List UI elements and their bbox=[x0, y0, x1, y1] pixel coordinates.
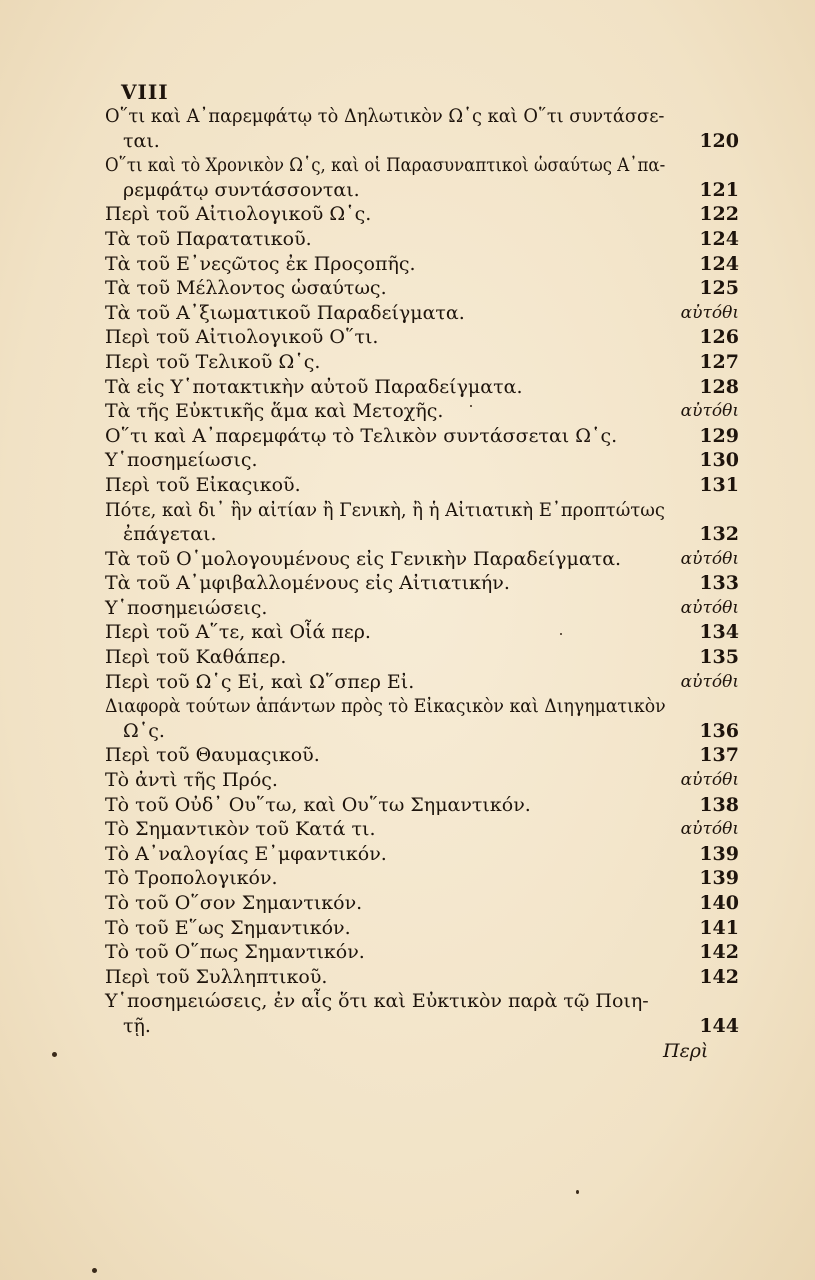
entry-title: Τὰ τοῦ Ο῾μολογουμένους εἰς Γενικὴν Παραδείγματα. bbox=[105, 547, 622, 570]
toc-line bbox=[105, 547, 743, 572]
page-number: 141 bbox=[699, 916, 739, 939]
toc-line bbox=[105, 325, 743, 350]
entry-title: Τὸ ἀντὶ τῆς Πρός. bbox=[105, 769, 278, 792]
entry-title: Ο῞τι καὶ τὸ Χρονικὸν Ω῾ς, καὶ οἱ Παρασυναπτικοὶ ὡσαύτως Α᾽πα- bbox=[105, 154, 666, 177]
page-number: 135 bbox=[699, 646, 739, 669]
page-number: 144 bbox=[699, 1014, 739, 1037]
page-number: 136 bbox=[699, 719, 739, 742]
toc-entry bbox=[105, 645, 743, 670]
entry-title: Τὰ τῆς Εὐκτικῆς ἅμα καὶ Μετοχῆς. bbox=[105, 400, 444, 423]
page-number: 131 bbox=[699, 473, 739, 496]
toc-entry bbox=[105, 252, 743, 277]
page-number: 142 bbox=[699, 941, 739, 964]
toc-entry bbox=[105, 620, 743, 645]
toc-line bbox=[105, 178, 743, 203]
entry-title: Διαφορὰ τούτων ἁπάντων πρὸς τὸ Εἰκαςικὸν καὶ Διηγηματικὸν bbox=[105, 695, 666, 718]
page-number: 139 bbox=[699, 867, 739, 890]
toc-entry bbox=[105, 227, 743, 252]
toc-line bbox=[105, 252, 743, 277]
entry-title: Ο῞τι καὶ Α᾽παρεμφάτῳ τὸ Δηλωτικὸν Ω῾ς καὶ Ο῞τι συντάσσε- bbox=[105, 105, 665, 127]
toc-line bbox=[105, 473, 743, 498]
entry-title: Περὶ τοῦ Αἰτιολογικοῦ Ω῾ς. bbox=[105, 203, 372, 226]
entry-title: Τὸ Σημαντικὸν τοῦ Κατά τι. bbox=[105, 818, 376, 841]
toc-line bbox=[105, 989, 743, 1014]
entry-title: Τὰ τοῦ Α᾽ξιωματικοῦ Παραδείγματα. bbox=[105, 301, 465, 324]
entry-title: Τὸ τοῦ Ο῞σον Σημαντικόν. bbox=[105, 892, 363, 914]
toc-line bbox=[105, 645, 743, 670]
toc-entry bbox=[105, 989, 743, 1038]
page-number: αὐτόθι bbox=[680, 548, 739, 569]
toc-entry bbox=[105, 866, 743, 891]
page-number: 128 bbox=[699, 375, 739, 398]
toc-line bbox=[105, 350, 743, 375]
toc-entry bbox=[105, 498, 743, 547]
entry-title: Ο῞τι καὶ Α᾽παρεμφάτῳ τὸ Τελικὸν συντάσσεται Ω῾ς. bbox=[105, 424, 618, 447]
toc-entry bbox=[105, 424, 743, 449]
toc-line bbox=[105, 424, 743, 449]
page-number: αὐτόθι bbox=[680, 302, 739, 323]
toc-line bbox=[105, 596, 743, 621]
entry-title: Τὰ τοῦ Α᾽μφιβαλλομένους εἰς Αἰτιατικήν. bbox=[105, 572, 510, 595]
entry-title: Υ῾ποσημειώσεις. bbox=[105, 596, 268, 619]
entry-title: Τὸ Α᾽ναλογίας Ε᾽μφαντικόν. bbox=[105, 842, 387, 865]
folio-number: VIII bbox=[121, 80, 169, 104]
toc-line bbox=[105, 571, 743, 596]
page-number: 120 bbox=[699, 129, 739, 152]
paper-speck bbox=[92, 1268, 97, 1273]
toc-line bbox=[105, 842, 743, 867]
entry-title: Περὶ τοῦ Συλληπτικοῦ. bbox=[105, 965, 328, 988]
entry-title: Υ῾ποσημειώσεις, ἐν αἷς ὅτι καὶ Εὐκτικὸν παρὰ τῷ Ποιη- bbox=[105, 990, 649, 1013]
toc-line bbox=[105, 620, 743, 645]
toc-entry bbox=[105, 448, 743, 473]
table-of-contents bbox=[105, 104, 743, 1039]
entry-title: Περὶ τοῦ Ω῾ς Εἰ, καὶ Ω῞σπερ Εἰ. bbox=[105, 670, 415, 693]
toc-line bbox=[105, 768, 743, 793]
page-number: 132 bbox=[699, 523, 739, 546]
entry-title: Υ῾ποσημείωσις. bbox=[105, 449, 258, 472]
toc-entry bbox=[105, 670, 743, 695]
page-number: αὐτόθι bbox=[680, 671, 739, 692]
toc-entry bbox=[105, 817, 743, 842]
toc-entry bbox=[105, 325, 743, 350]
toc-entry bbox=[105, 793, 743, 818]
page-number: 124 bbox=[699, 252, 739, 275]
paper-speck bbox=[52, 1052, 57, 1057]
toc-line bbox=[105, 399, 743, 424]
toc-entry bbox=[105, 694, 743, 743]
entry-title: Τὸ τοῦ Ο῞πως Σημαντικόν. bbox=[105, 941, 365, 964]
entry-title: Περὶ τοῦ Καθάπερ. bbox=[105, 646, 287, 669]
page-number: 130 bbox=[699, 449, 739, 472]
toc-entry bbox=[105, 547, 743, 572]
toc-entry bbox=[105, 842, 743, 867]
toc-line bbox=[105, 694, 743, 719]
toc-line bbox=[105, 301, 743, 326]
toc-entry bbox=[105, 596, 743, 621]
toc-entry bbox=[105, 399, 743, 424]
toc-line bbox=[105, 448, 743, 473]
toc-entry bbox=[105, 375, 743, 400]
page-number: 126 bbox=[699, 326, 739, 349]
toc-entry bbox=[105, 301, 743, 326]
page-number: αὐτόθι bbox=[680, 597, 739, 618]
entry-title: Περὶ τοῦ Θαυμαςικοῦ. bbox=[105, 744, 320, 767]
toc-line bbox=[105, 1014, 743, 1039]
entry-title: ἐπάγεται. bbox=[123, 523, 217, 546]
page-number: 124 bbox=[699, 227, 739, 250]
toc-line bbox=[105, 817, 743, 842]
toc-line bbox=[105, 498, 743, 523]
toc-entry bbox=[105, 891, 743, 916]
toc-line bbox=[105, 375, 743, 400]
toc-entry bbox=[105, 743, 743, 768]
toc-entry bbox=[105, 202, 743, 227]
toc-line bbox=[105, 153, 743, 178]
page-number: 121 bbox=[699, 178, 739, 201]
entry-title: ρεμφάτῳ συντάσσονται. bbox=[123, 178, 360, 201]
toc-line bbox=[105, 276, 743, 301]
page-number: 125 bbox=[699, 277, 739, 300]
entry-title: Περὶ τοῦ Τελικοῦ Ω῾ς. bbox=[105, 350, 321, 373]
entry-title: Πότε, καὶ δι᾽ ἣν αἰτίαν ἢ Γενικὴ, ἢ ἡ Αἰτιατικὴ Ε᾽προπτώτως bbox=[105, 498, 665, 521]
page-number: 140 bbox=[699, 892, 739, 914]
toc-line bbox=[105, 129, 743, 154]
page-number: 137 bbox=[699, 744, 739, 767]
paper-speck bbox=[576, 1190, 579, 1194]
toc-line bbox=[105, 522, 743, 547]
toc-entry bbox=[105, 276, 743, 301]
toc-line bbox=[105, 965, 743, 990]
toc-entry bbox=[105, 916, 743, 941]
entry-title: Τὸ Τροπολογικόν. bbox=[105, 867, 278, 890]
page-number: αὐτόθι bbox=[680, 770, 739, 791]
toc-entry bbox=[105, 965, 743, 990]
toc-entry bbox=[105, 473, 743, 498]
catchword: Περὶ bbox=[663, 1040, 709, 1062]
entry-title: Τὰ εἰς Υ῾ποτακτικὴν αὐτοῦ Παραδείγματα. bbox=[105, 375, 523, 398]
paper-speck bbox=[470, 405, 472, 407]
toc-line bbox=[105, 719, 743, 744]
entry-title: Τὰ τοῦ Παρατατικοῦ. bbox=[105, 227, 312, 250]
entry-title: τῇ. bbox=[123, 1014, 151, 1037]
page-number: αὐτόθι bbox=[680, 401, 739, 422]
toc-entry bbox=[105, 571, 743, 596]
toc-entry bbox=[105, 768, 743, 793]
paper-speck bbox=[560, 633, 562, 635]
toc-entry bbox=[105, 104, 743, 153]
page-number: 142 bbox=[699, 965, 739, 988]
toc-line bbox=[105, 670, 743, 695]
entry-title: ται. bbox=[123, 129, 160, 152]
toc-line bbox=[105, 202, 743, 227]
page-number: 129 bbox=[699, 424, 739, 447]
toc-line bbox=[105, 743, 743, 768]
toc-line bbox=[105, 891, 743, 916]
toc-entry bbox=[105, 153, 743, 202]
entry-title: Τὸ τοῦ Οὐδ᾽ Ου῞τω, καὶ Ου῞τω Σημαντικόν. bbox=[105, 793, 531, 816]
page-number: αὐτόθι bbox=[680, 819, 739, 840]
toc-line bbox=[105, 104, 743, 129]
toc-line bbox=[105, 793, 743, 818]
entry-title: Περὶ τοῦ Εἰκαςικοῦ. bbox=[105, 473, 301, 496]
page-number: 127 bbox=[699, 350, 739, 373]
entry-title: Περὶ τοῦ Αἰτιολογικοῦ Ο῞τι. bbox=[105, 326, 379, 349]
entry-title: Τὰ τοῦ Μέλλοντος ὡσαύτως. bbox=[105, 277, 387, 300]
toc-line bbox=[105, 940, 743, 965]
page-number: 122 bbox=[699, 203, 739, 226]
toc-line bbox=[105, 227, 743, 252]
page-number: 138 bbox=[699, 793, 739, 816]
toc-entry bbox=[105, 940, 743, 965]
toc-line bbox=[105, 866, 743, 891]
entry-title: Περὶ τοῦ Α῞τε, καὶ Οἷά περ. bbox=[105, 621, 371, 644]
entry-title: Τὰ τοῦ Ε᾽νεςῶτος ἐκ Προςοπῆς. bbox=[105, 252, 416, 275]
toc-line bbox=[105, 916, 743, 941]
entry-title: Τὸ τοῦ Ε῞ως Σημαντικόν. bbox=[105, 916, 351, 939]
page-number: 133 bbox=[699, 572, 739, 595]
page-number: 134 bbox=[699, 621, 739, 644]
toc-entry bbox=[105, 350, 743, 375]
entry-title: Ω῾ς. bbox=[123, 719, 165, 742]
page-number: 139 bbox=[699, 842, 739, 865]
